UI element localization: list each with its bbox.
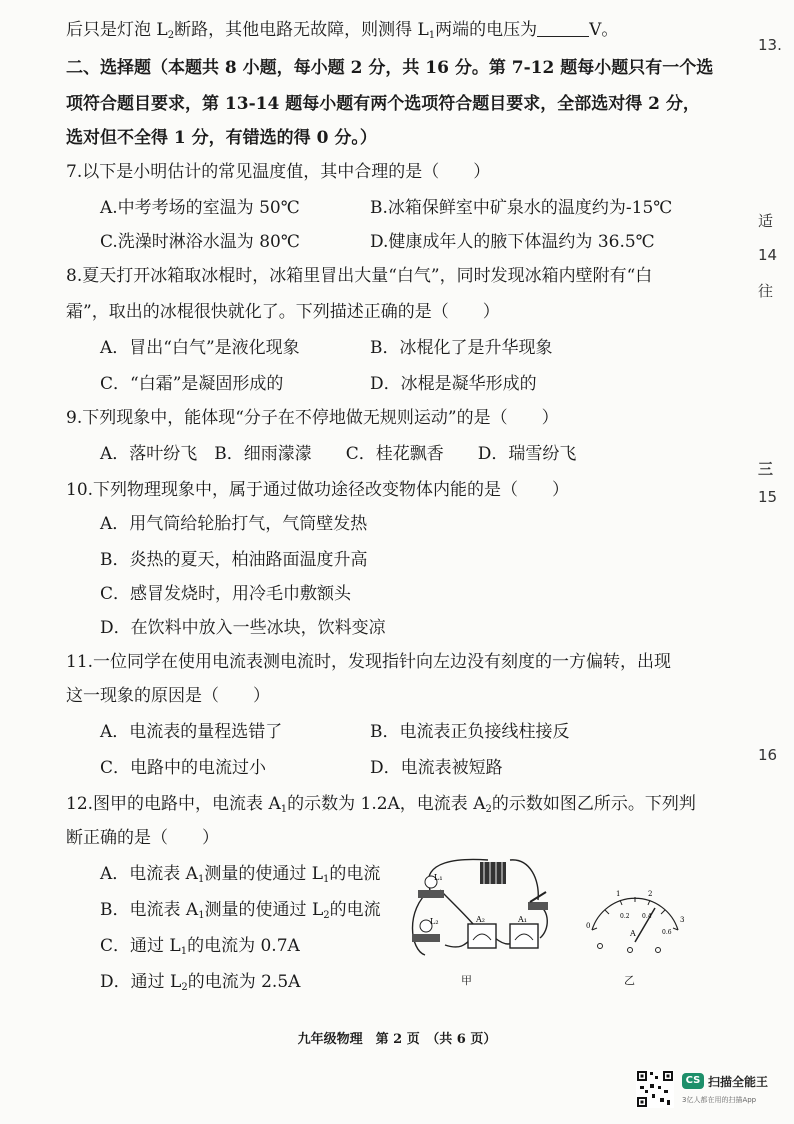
q7-option-d: D.健康成年人的腋下体温约为 36.5℃ <box>370 232 655 252</box>
page-footer: 九年级物理 第 2 页 （共 6 页） <box>297 1032 497 1047</box>
tick-3: 3 <box>680 916 685 924</box>
edge-fragment: 15 <box>758 488 778 506</box>
tick-0-6: 0.6 <box>662 929 672 936</box>
label-a1: A₁ <box>518 915 527 924</box>
edge-fragment: 13. <box>758 36 782 54</box>
q10-option-c: C．感冒发烧时，用冷毛巾敷额头 <box>100 584 352 604</box>
section-note-2: 项符合题目要求，第 13-14 题每小题有两个选项符合题目要求，全部选对得 2 分， <box>66 94 700 114</box>
q10-option-b: B．炎热的夏天，柏油路面温度升高 <box>100 550 368 570</box>
q8-stem-1: 8.夏天打开冰箱取冰棍时，冰箱里冒出大量“白气”，同时发现冰箱内壁附有“白 <box>66 266 653 286</box>
q10-stem: 10.下列物理现象中，属于通过做功途径改变物体内能的是（ ） <box>66 480 570 500</box>
tick-0-2: 0.2 <box>620 913 630 920</box>
q12-option-d: D．通过 $L_2$的电流为 2.5A <box>100 972 301 993</box>
camscanner-tagline: 3亿人都在用的扫描App <box>682 1096 757 1104</box>
q10-option-a: A．用气筒给轮胎打气，气筒壁发热 <box>100 514 368 534</box>
q10-option-d: D．在饮料中放入一些冰块，饮料变凉 <box>100 618 386 638</box>
camscanner-logo-icon: CS <box>682 1073 704 1089</box>
q7-option-b: B.冰箱保鲜室中矿泉水的温度约为-15℃ <box>370 198 673 218</box>
section-heading: 二、选择题（本题共 8 小题，每小题 2 分，共 16 分。第 7-12 题每小题只有一个选 <box>66 58 714 78</box>
tick-0-4: 0.4 <box>642 913 652 920</box>
ammeter-a1-icon <box>510 924 538 948</box>
q11-option-a: A．电流表的量程选错了 <box>100 722 283 742</box>
battery-icon <box>480 862 506 884</box>
figure-caption-yi: 乙 <box>624 974 635 987</box>
edge-fragment: 往 <box>758 282 774 300</box>
q8-option-a: A．冒出“白气”是液化现象 <box>100 338 300 358</box>
ammeter-dial-yi <box>580 890 690 960</box>
label-l2: L₂ <box>430 917 439 926</box>
tick-2: 2 <box>648 890 653 898</box>
q11-option-c: C．电路中的电流过小 <box>100 758 267 778</box>
q7-stem: 7.以下是小明估计的常见温度值，其中合理的是（ ） <box>66 162 491 182</box>
tick-1: 1 <box>616 890 621 898</box>
section-note-3: 选对但不全得 1 分，有错选的得 0 分。） <box>66 128 377 148</box>
edge-fragment: 三 <box>758 460 774 478</box>
q12-option-a: A．电流表 $A_1$测量的使通过 $L_1$的电流 <box>100 864 381 885</box>
qr-code-icon <box>636 1070 674 1108</box>
terminal-icon <box>598 944 603 949</box>
q11-stem-1: 11.一位同学在使用电流表测电流时，发现指针向左边没有刻度的一方偏转，出现 <box>66 652 672 672</box>
q8-option-d: D．冰棍是凝华形成的 <box>370 374 537 394</box>
q12-option-b: B．电流表 $A_1$测量的使通过 $L_2$的电流 <box>100 900 381 921</box>
ammeter-a2-icon <box>468 924 496 948</box>
q9-options: A．落叶纷飞 B．细雨濛濛 C．桂花飘香 D．瑞雪纷飞 <box>100 444 577 464</box>
dial-unit: A <box>630 929 636 938</box>
camscanner-brand: 扫描全能王 <box>708 1075 769 1089</box>
terminal-icon <box>656 948 661 953</box>
prev-question-tail: 后只是灯泡 $L_2$断路，其他电路无故障，则测得 $L_1$两端的电压为 V。 <box>66 20 619 41</box>
q12-stem-1: 12.图甲的电路中，电流表 $A_1$的示数为 1.2A，电流表 $A_2$的示数如图乙所示。下列判 <box>66 794 696 815</box>
q11-stem-2: 这一现象的原因是（ ） <box>66 686 270 706</box>
label-l1: L₁ <box>434 873 443 882</box>
edge-fragment: 14 <box>758 246 778 264</box>
q11-option-d: D．电流表被短路 <box>370 758 503 778</box>
edge-fragment: 适 <box>758 212 774 230</box>
terminal-icon <box>628 948 633 953</box>
q8-stem-2: 霜”，取出的冰棍很快就化了。下列描述正确的是（ ） <box>66 302 500 322</box>
q8-option-b: B．冰棍化了是升华现象 <box>370 338 553 358</box>
circuit-diagram-jia <box>400 850 560 980</box>
tick-0-outer: 0 <box>586 922 591 930</box>
label-a2: A₂ <box>476 915 485 924</box>
q9-stem: 9.下列现象中，能体现“分子在不停地做无规则运动”的是（ ） <box>66 408 559 428</box>
q7-option-a: A.中考考场的室温为 50℃ <box>100 198 300 218</box>
answer-blank <box>537 20 589 37</box>
q12-stem-2: 断正确的是（ ） <box>66 828 219 848</box>
q11-option-b: B．电流表正负接线柱接反 <box>370 722 570 742</box>
q7-option-c: C.洗澡时淋浴水温为 80℃ <box>100 232 300 252</box>
figure-caption-jia: 甲 <box>461 974 472 987</box>
q12-option-c: C．通过 $L_1$的电流为 0.7A <box>100 936 300 957</box>
q8-option-c: C．“白霜”是凝固形成的 <box>100 374 284 394</box>
edge-fragment: 16 <box>758 746 778 764</box>
